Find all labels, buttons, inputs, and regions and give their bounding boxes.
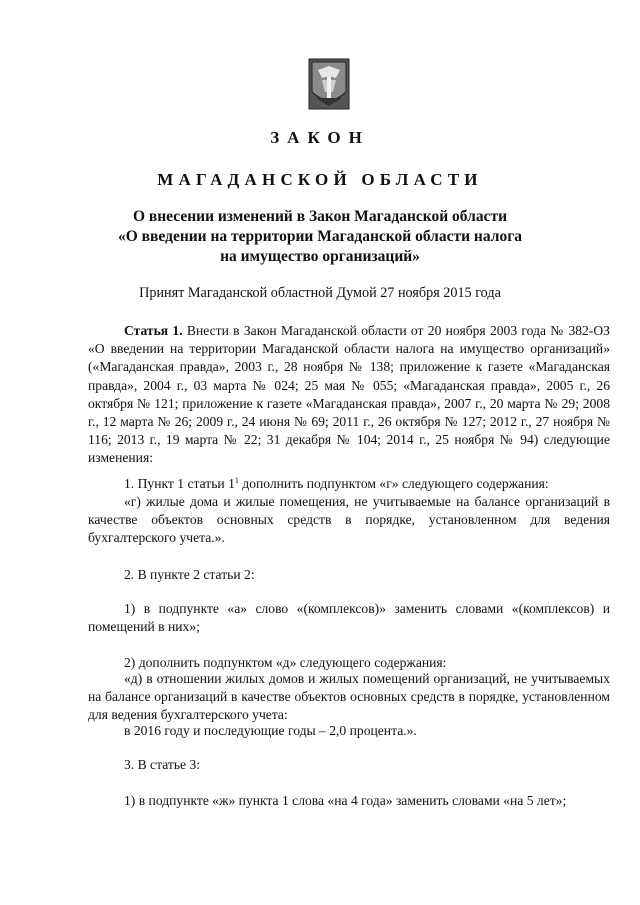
item-2-2-paragraph: 2) дополнить подпунктом «д» следующего содержания:	[124, 655, 447, 670]
item-3-paragraph: 3. В статье 3:	[124, 757, 201, 772]
item-text: дополнить подпунктом «г» следующего содержания:	[238, 476, 549, 491]
subtitle-line: «О введении на территории Магаданской области налога	[118, 228, 522, 245]
document-title: ЗАКОН	[270, 128, 370, 147]
article-1-paragraph	[88, 322, 610, 468]
item-text: 1. Пункт 1 статьи 1	[124, 476, 235, 491]
article-text: Внести в Закон Магаданской области от 20 ноября 2003 года № 382-ОЗ «О введении на территории Магаданской области налога на имущество организаций» («Магаданская правда», 2003 г., 28 ноября № 138; приложение к газете «Магаданская правда», 2004 г., 03 марта № 024; 25 мая № 055; «Магаданская правда», 2005 г., 26 октября № 121; приложение к газете «Магаданская правда», 2007 г., 20 марта № 29; 2008 г., 12 марта № 26; 2009 г., 24 июня № 69; 2011 г., 26 октября № 127; 2012 г., 27 ноября № 116; 2013 г., 19 марта № 22; 31 декабря № 104; 2014 г., 25 ноября № 94) следующие изменения:	[88, 323, 610, 466]
item-1-paragraph	[88, 475, 610, 493]
superscript: 1	[234, 476, 239, 485]
item-2-paragraph: 2. В пункте 2 статьи 2:	[124, 567, 255, 582]
item-2-2-quote: «д) в отношении жилых домов и жилых помещений организаций, не учитываемых на балансе организаций в качестве объектов основных средств в порядке, установленном для ведения бухгалтерского учета:	[88, 671, 610, 723]
adoption-note: Принят Магаданской областной Думой 27 ноября 2015 года	[139, 285, 501, 301]
item-2-2-rate: в 2016 году и последующие годы – 2,0 процента.».	[124, 723, 417, 738]
article-label: Статья 1.	[124, 323, 183, 338]
document-subtitle	[60, 207, 580, 267]
item-3-1-paragraph: 1) в подпункте «ж» пункта 1 слова «на 4 года» заменить словами «на 5 лет»;	[124, 793, 567, 808]
magadan-coat-of-arms-icon	[308, 58, 350, 110]
subtitle-line: на имущество организаций»	[220, 248, 420, 265]
item-2-1-paragraph: 1) в подпункте «а» слово «(комплексов)» заменить словами «(комплексов) и помещений в них»;	[88, 601, 610, 635]
subtitle-line: О внесении изменений в Закон Магаданской области	[132, 208, 508, 225]
document-region: МАГАДАНСКОЙ ОБЛАСТИ	[157, 170, 483, 189]
item-1-quote: «г) жилые дома и жилые помещения, не учитываемые на балансе организаций в качестве объектов основных средств в порядке, установленном для ведения бухгалтерского учета.».	[88, 494, 610, 546]
